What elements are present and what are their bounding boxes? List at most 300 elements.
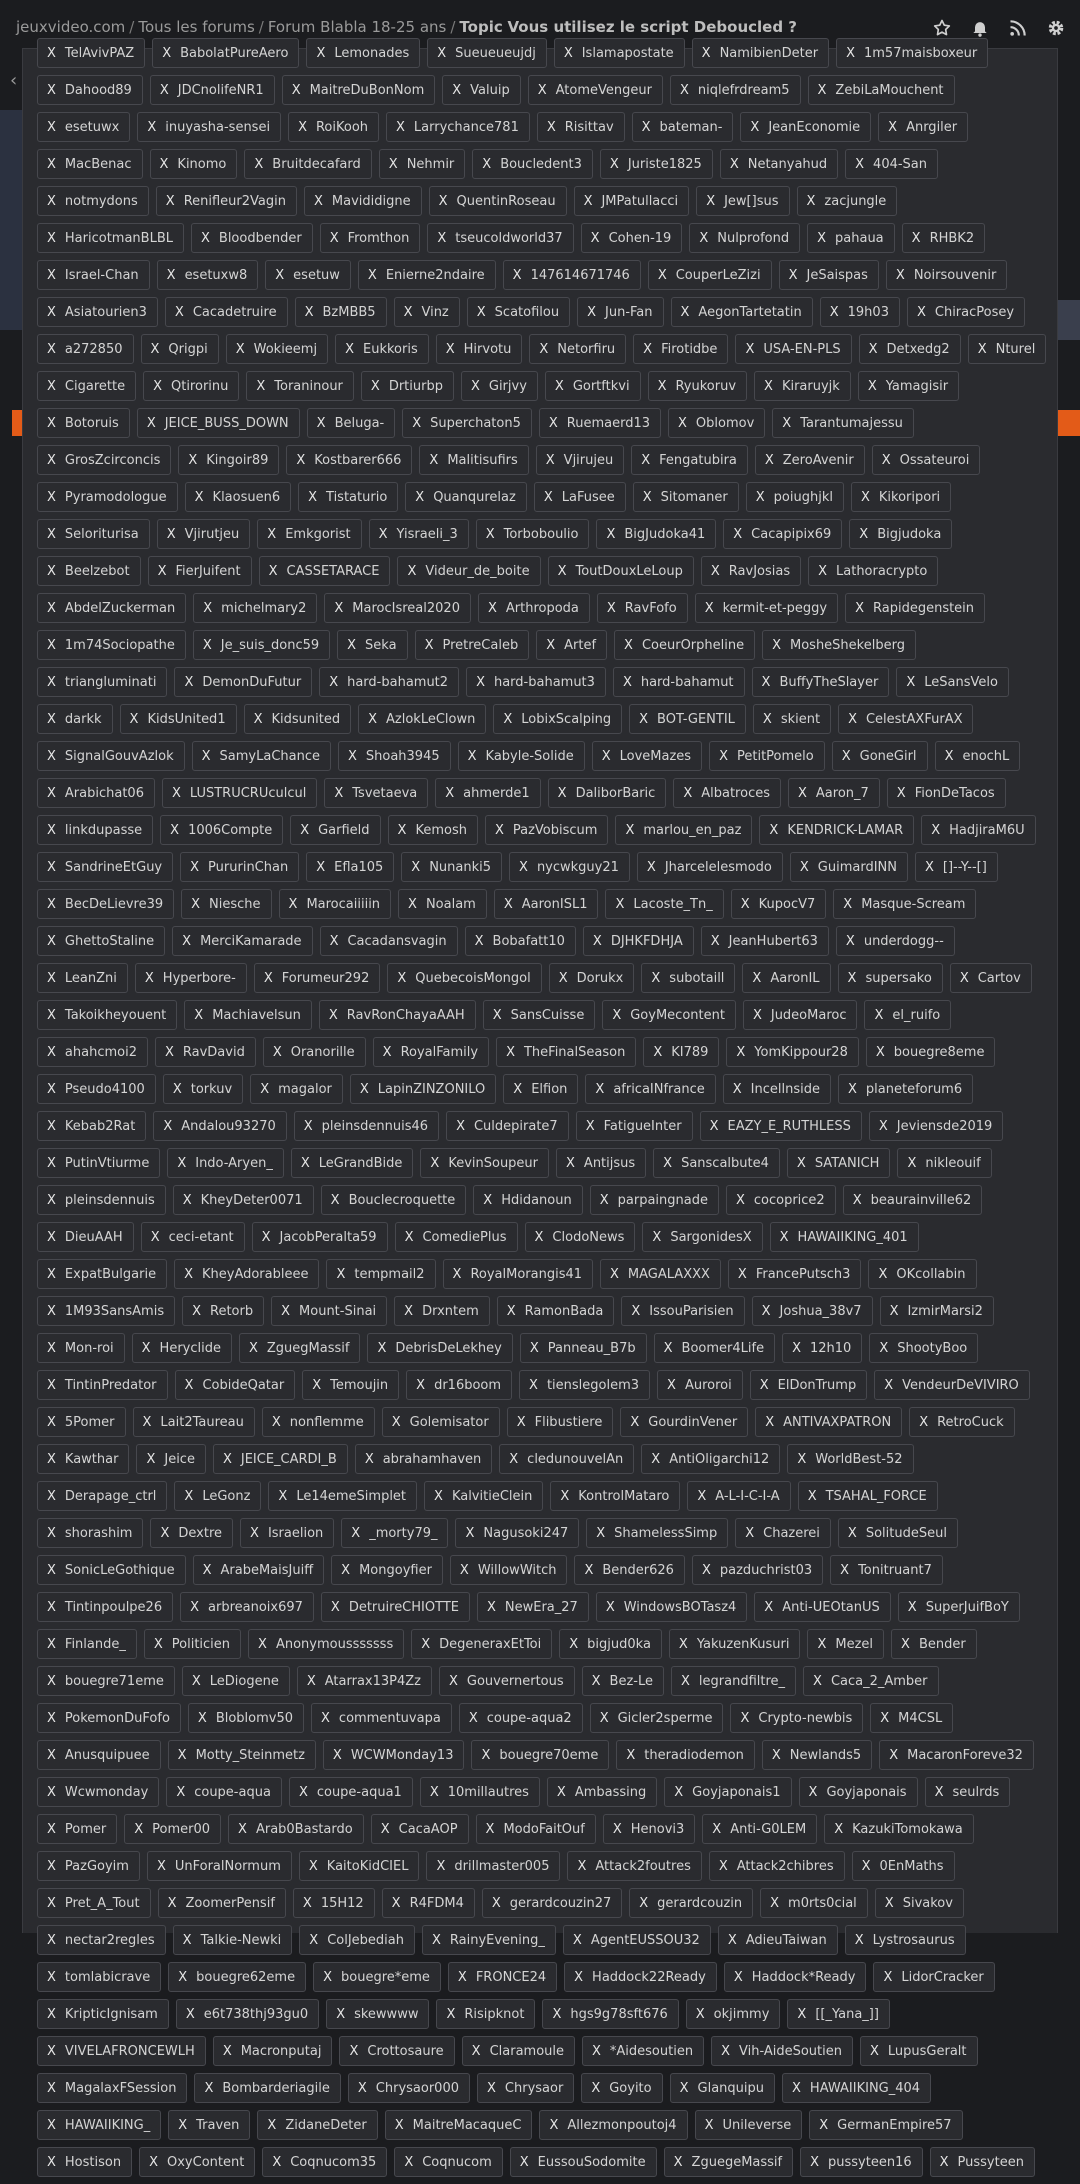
remove-user-close-icon[interactable]: X <box>431 1932 441 1948</box>
remove-user-close-icon[interactable]: X <box>878 1266 888 1282</box>
remove-user-close-icon[interactable]: X <box>817 82 827 98</box>
remove-user-close-icon[interactable]: X <box>467 748 477 764</box>
remove-user-close-icon[interactable]: X <box>681 1673 690 1689</box>
remove-user-close-icon[interactable]: X <box>537 82 547 98</box>
remove-user-close-icon[interactable]: X <box>855 156 865 172</box>
remove-user-close-icon[interactable]: X <box>47 1451 56 1467</box>
remove-user-close-icon[interactable]: X <box>47 304 56 320</box>
remove-user-close-icon[interactable]: X <box>178 1969 188 1985</box>
remove-user-close-icon[interactable]: X <box>545 452 555 468</box>
remove-user-close-icon[interactable]: X <box>263 970 273 986</box>
remove-user-close-icon[interactable]: X <box>847 970 857 986</box>
remove-user-close-icon[interactable]: X <box>300 1155 310 1171</box>
remove-user-close-icon[interactable]: X <box>888 119 898 135</box>
remove-user-close-icon[interactable]: X <box>798 785 807 801</box>
remove-user-close-icon[interactable]: X <box>764 378 773 394</box>
remove-user-close-icon[interactable]: X <box>391 1414 401 1430</box>
remove-user-close-icon[interactable]: X <box>408 896 417 912</box>
remove-user-close-icon[interactable]: X <box>519 2154 529 2170</box>
remove-user-close-icon[interactable]: X <box>191 896 201 912</box>
remove-user-close-icon[interactable]: X <box>47 1303 56 1319</box>
remove-user-close-icon[interactable]: X <box>47 1673 56 1689</box>
remove-user-close-icon[interactable]: X <box>554 378 564 394</box>
star-icon[interactable] <box>932 18 952 38</box>
remove-user-close-icon[interactable]: X <box>153 378 162 394</box>
remove-user-close-icon[interactable]: X <box>446 2006 456 2022</box>
breadcrumb-forum-link[interactable]: Forum Blabla 18-25 ans <box>267 18 447 36</box>
remove-user-close-icon[interactable]: X <box>848 711 857 727</box>
remove-user-close-icon[interactable]: X <box>178 2117 188 2133</box>
remove-user-close-icon[interactable]: X <box>557 785 567 801</box>
remove-user-close-icon[interactable]: X <box>185 2006 195 2022</box>
remove-user-close-icon[interactable]: X <box>641 119 651 135</box>
remove-user-close-icon[interactable]: X <box>512 267 522 283</box>
remove-user-close-icon[interactable]: X <box>808 1784 818 1800</box>
remove-user-close-icon[interactable]: X <box>166 267 176 283</box>
remove-user-close-icon[interactable]: X <box>566 1155 575 1171</box>
remove-user-close-icon[interactable]: X <box>47 1155 56 1171</box>
remove-user-close-icon[interactable]: X <box>167 1895 177 1911</box>
remove-user-close-icon[interactable]: X <box>663 1340 673 1356</box>
remove-user-close-icon[interactable]: X <box>411 859 421 875</box>
remove-user-close-icon[interactable]: X <box>813 1673 822 1689</box>
remove-user-close-icon[interactable]: X <box>625 822 635 838</box>
remove-user-close-icon[interactable]: X <box>907 1599 917 1615</box>
remove-user-close-icon[interactable]: X <box>697 1488 707 1504</box>
remove-user-close-icon[interactable]: X <box>870 2043 879 2059</box>
remove-user-close-icon[interactable]: X <box>308 1858 318 1874</box>
remove-user-close-icon[interactable]: X <box>543 489 553 505</box>
remove-user-close-icon[interactable]: X <box>330 1599 340 1615</box>
remove-user-close-icon[interactable]: X <box>235 341 245 357</box>
remove-user-close-icon[interactable]: X <box>191 1673 201 1689</box>
remove-user-close-icon[interactable]: X <box>572 1932 582 1948</box>
remove-user-close-icon[interactable]: X <box>797 2006 807 2022</box>
remove-user-close-icon[interactable]: X <box>170 822 180 838</box>
remove-user-close-icon[interactable]: X <box>328 1007 338 1023</box>
remove-user-close-icon[interactable]: X <box>370 378 380 394</box>
remove-user-close-icon[interactable]: X <box>657 378 667 394</box>
remove-user-close-icon[interactable]: X <box>267 526 277 542</box>
remove-user-close-icon[interactable]: X <box>925 859 934 875</box>
remove-user-close-icon[interactable]: X <box>47 526 56 542</box>
remove-user-close-icon[interactable]: X <box>481 1747 491 1763</box>
remove-user-close-icon[interactable]: X <box>421 1636 431 1652</box>
remove-user-close-icon[interactable]: X <box>896 785 906 801</box>
remove-user-close-icon[interactable]: X <box>721 2043 730 2059</box>
remove-user-close-icon[interactable]: X <box>146 1451 156 1467</box>
remove-user-close-icon[interactable]: X <box>673 2154 683 2170</box>
remove-user-close-icon[interactable]: X <box>596 1525 606 1541</box>
remove-user-close-icon[interactable]: X <box>47 1081 56 1097</box>
remove-user-close-icon[interactable]: X <box>329 230 339 246</box>
remove-user-close-icon[interactable]: X <box>487 600 497 616</box>
remove-user-close-icon[interactable]: X <box>651 970 661 986</box>
remove-user-close-icon[interactable]: X <box>47 1969 56 1985</box>
remove-user-close-icon[interactable]: X <box>639 1895 649 1911</box>
remove-user-close-icon[interactable]: X <box>889 1303 899 1319</box>
remove-user-close-icon[interactable]: X <box>256 378 266 394</box>
remove-user-close-icon[interactable]: X <box>792 1340 801 1356</box>
remove-user-close-icon[interactable]: X <box>819 2117 829 2133</box>
remove-user-close-icon[interactable]: X <box>267 2117 277 2133</box>
remove-user-close-icon[interactable]: X <box>854 1932 864 1948</box>
remove-user-close-icon[interactable]: X <box>599 1710 609 1726</box>
remove-user-close-icon[interactable]: X <box>47 933 56 949</box>
remove-user-close-icon[interactable]: X <box>556 1784 566 1800</box>
remove-user-close-icon[interactable]: X <box>336 1266 346 1282</box>
remove-user-close-icon[interactable]: X <box>612 1007 622 1023</box>
remove-user-close-icon[interactable]: X <box>765 1414 775 1430</box>
remove-user-close-icon[interactable]: X <box>253 711 263 727</box>
remove-user-close-icon[interactable]: X <box>529 1377 538 1393</box>
remove-user-close-icon[interactable]: X <box>308 489 318 505</box>
remove-user-close-icon[interactable]: X <box>368 711 378 727</box>
remove-user-close-icon[interactable]: X <box>144 970 154 986</box>
remove-user-close-icon[interactable]: X <box>47 1599 56 1615</box>
remove-user-close-icon[interactable]: X <box>506 1044 515 1060</box>
remove-user-close-icon[interactable]: X <box>584 1562 594 1578</box>
remove-user-close-icon[interactable]: X <box>643 341 653 357</box>
gear-icon[interactable] <box>1046 18 1066 38</box>
remove-user-close-icon[interactable]: X <box>163 1118 173 1134</box>
remove-user-close-icon[interactable]: X <box>591 1673 601 1689</box>
remove-user-close-icon[interactable]: X <box>710 563 720 579</box>
remove-user-close-icon[interactable]: X <box>592 2043 601 2059</box>
remove-user-close-icon[interactable]: X <box>878 1118 888 1134</box>
remove-user-close-icon[interactable]: X <box>846 45 855 61</box>
remove-user-close-icon[interactable]: X <box>944 748 954 764</box>
remove-user-close-icon[interactable]: X <box>719 748 728 764</box>
remove-user-close-icon[interactable]: X <box>222 1451 232 1467</box>
remove-user-close-icon[interactable]: X <box>197 1710 207 1726</box>
remove-user-close-icon[interactable]: X <box>341 1562 351 1578</box>
remove-user-close-icon[interactable]: X <box>188 452 198 468</box>
remove-user-close-icon[interactable]: X <box>810 2154 820 2170</box>
remove-user-close-icon[interactable]: X <box>182 1192 192 1208</box>
remove-user-close-icon[interactable]: X <box>174 304 184 320</box>
remove-user-close-icon[interactable]: X <box>156 1858 166 1874</box>
remove-user-close-icon[interactable]: X <box>539 341 549 357</box>
remove-user-close-icon[interactable]: X <box>792 2080 801 2096</box>
remove-user-close-icon[interactable]: X <box>606 600 616 616</box>
remove-user-close-icon[interactable]: X <box>859 526 869 542</box>
remove-user-close-icon[interactable]: X <box>630 1414 640 1430</box>
remove-user-close-icon[interactable]: X <box>552 2006 562 2022</box>
remove-user-close-icon[interactable]: X <box>797 1451 807 1467</box>
remove-user-close-icon[interactable]: X <box>772 637 781 653</box>
remove-user-close-icon[interactable]: X <box>260 1081 270 1097</box>
remove-user-close-icon[interactable]: X <box>667 1377 676 1393</box>
remove-user-close-icon[interactable]: X <box>701 1562 711 1578</box>
remove-user-close-icon[interactable]: X <box>47 1525 56 1541</box>
remove-user-close-icon[interactable]: X <box>47 1710 56 1726</box>
remove-user-close-icon[interactable]: X <box>884 1895 894 1911</box>
remove-user-close-icon[interactable]: X <box>176 1784 186 1800</box>
remove-user-close-icon[interactable]: X <box>847 1525 857 1541</box>
remove-user-close-icon[interactable]: X <box>382 1044 392 1060</box>
remove-user-close-icon[interactable]: X <box>486 1599 496 1615</box>
remove-user-close-icon[interactable]: X <box>291 82 301 98</box>
breadcrumb-forums-link[interactable]: Tous les forums <box>138 18 255 36</box>
remove-user-close-icon[interactable]: X <box>529 1340 539 1356</box>
remove-user-close-icon[interactable]: X <box>47 489 56 505</box>
remove-user-close-icon[interactable]: X <box>47 970 56 986</box>
remove-user-close-icon[interactable]: X <box>142 1414 152 1430</box>
remove-user-close-icon[interactable]: X <box>906 674 916 690</box>
remove-user-close-icon[interactable]: X <box>779 1229 789 1245</box>
remove-user-close-icon[interactable]: X <box>641 452 651 468</box>
remove-user-close-icon[interactable]: X <box>895 267 905 283</box>
remove-user-close-icon[interactable]: X <box>438 193 448 209</box>
remove-user-close-icon[interactable]: X <box>657 267 667 283</box>
remove-user-close-icon[interactable]: X <box>601 748 611 764</box>
remove-user-close-icon[interactable]: X <box>706 193 716 209</box>
remove-user-close-icon[interactable]: X <box>47 1044 56 1060</box>
remove-user-close-icon[interactable]: X <box>883 1969 893 1985</box>
remove-user-close-icon[interactable]: X <box>47 156 56 172</box>
remove-user-close-icon[interactable]: X <box>47 822 56 838</box>
remove-user-close-icon[interactable]: X <box>745 341 755 357</box>
remove-user-close-icon[interactable]: X <box>345 341 354 357</box>
remove-user-close-icon[interactable]: X <box>546 119 556 135</box>
remove-user-close-icon[interactable]: X <box>434 1488 443 1504</box>
remove-user-close-icon[interactable]: X <box>436 1858 446 1874</box>
remove-user-close-icon[interactable]: X <box>704 2117 714 2133</box>
remove-user-close-icon[interactable]: X <box>303 1118 313 1134</box>
remove-user-close-icon[interactable]: X <box>47 1821 56 1837</box>
remove-user-close-icon[interactable]: X <box>394 2117 404 2133</box>
remove-user-close-icon[interactable]: X <box>166 526 176 542</box>
remove-user-close-icon[interactable]: X <box>47 600 56 616</box>
remove-user-close-icon[interactable]: X <box>47 230 56 246</box>
remove-user-close-icon[interactable]: X <box>336 2006 346 2022</box>
remove-user-close-icon[interactable]: X <box>487 2080 496 2096</box>
remove-user-close-icon[interactable]: X <box>47 341 56 357</box>
remove-user-close-icon[interactable]: X <box>407 563 417 579</box>
remove-user-close-icon[interactable]: X <box>330 1192 340 1208</box>
remove-user-close-icon[interactable]: X <box>415 489 425 505</box>
remove-user-close-icon[interactable]: X <box>429 452 439 468</box>
remove-user-close-icon[interactable]: X <box>445 341 455 357</box>
remove-user-close-icon[interactable]: X <box>254 156 264 172</box>
remove-user-close-icon[interactable]: X <box>557 563 567 579</box>
remove-user-close-icon[interactable]: X <box>302 1895 312 1911</box>
remove-user-close-icon[interactable]: X <box>471 2043 481 2059</box>
remove-user-close-icon[interactable]: X <box>177 1155 187 1171</box>
remove-user-close-icon[interactable]: X <box>652 1229 662 1245</box>
remove-user-close-icon[interactable]: X <box>47 415 56 431</box>
remove-user-close-icon[interactable]: X <box>424 637 434 653</box>
remove-user-close-icon[interactable]: X <box>736 1044 746 1060</box>
remove-user-close-icon[interactable]: X <box>503 896 513 912</box>
remove-user-close-icon[interactable]: X <box>192 1303 202 1319</box>
remove-user-close-icon[interactable]: X <box>577 1858 587 1874</box>
remove-user-close-icon[interactable]: X <box>678 415 687 431</box>
remove-user-close-icon[interactable]: X <box>829 304 839 320</box>
remove-user-close-icon[interactable]: X <box>281 1303 291 1319</box>
back-arrow-icon[interactable]: ‹ <box>10 70 18 91</box>
remove-user-close-icon[interactable]: X <box>642 489 652 505</box>
remove-user-close-icon[interactable]: X <box>840 1562 850 1578</box>
remove-user-close-icon[interactable]: X <box>796 1155 806 1171</box>
remove-user-close-icon[interactable]: X <box>47 637 56 653</box>
remove-user-close-icon[interactable]: X <box>378 526 388 542</box>
remove-user-close-icon[interactable]: X <box>919 1414 929 1430</box>
remove-user-close-icon[interactable]: X <box>47 711 56 727</box>
remove-user-close-icon[interactable]: X <box>47 1007 56 1023</box>
remove-user-close-icon[interactable]: X <box>563 45 573 61</box>
remove-user-close-icon[interactable]: X <box>182 1932 192 1948</box>
remove-user-close-icon[interactable]: X <box>764 1599 774 1615</box>
remove-user-close-icon[interactable]: X <box>699 230 709 246</box>
remove-user-close-icon[interactable]: X <box>476 674 485 690</box>
remove-user-close-icon[interactable]: X <box>272 2154 282 2170</box>
remove-user-close-icon[interactable]: X <box>47 1266 56 1282</box>
remove-user-close-icon[interactable]: X <box>492 1007 502 1023</box>
remove-user-close-icon[interactable]: X <box>312 1377 322 1393</box>
breadcrumb-home-link[interactable]: jeuxvideo.com <box>16 18 126 36</box>
remove-user-close-icon[interactable]: X <box>47 2043 56 2059</box>
remove-user-close-icon[interactable]: X <box>416 1377 426 1393</box>
remove-user-close-icon[interactable]: X <box>47 1488 56 1504</box>
remove-user-close-icon[interactable]: X <box>911 230 921 246</box>
remove-user-close-icon[interactable]: X <box>503 711 513 727</box>
remove-user-close-icon[interactable]: X <box>184 1377 194 1393</box>
remove-user-close-icon[interactable]: X <box>740 1710 750 1726</box>
remove-user-close-icon[interactable]: X <box>412 415 422 431</box>
remove-user-close-icon[interactable]: X <box>916 304 926 320</box>
remove-user-close-icon[interactable]: X <box>391 1895 401 1911</box>
remove-user-close-icon[interactable]: X <box>624 637 633 653</box>
remove-user-close-icon[interactable]: X <box>651 1451 661 1467</box>
remove-user-close-icon[interactable]: X <box>931 822 941 838</box>
remove-user-close-icon[interactable]: X <box>201 230 210 246</box>
remove-user-close-icon[interactable]: X <box>203 600 213 616</box>
remove-user-close-icon[interactable]: X <box>889 1747 899 1763</box>
remove-user-close-icon[interactable]: X <box>47 1192 56 1208</box>
remove-user-close-icon[interactable]: X <box>248 1340 258 1356</box>
remove-user-close-icon[interactable]: X <box>190 859 200 875</box>
remove-user-close-icon[interactable]: X <box>799 859 809 875</box>
remove-user-close-icon[interactable]: X <box>485 526 495 542</box>
remove-user-close-icon[interactable]: X <box>548 415 558 431</box>
remove-user-close-icon[interactable]: X <box>184 1266 193 1282</box>
remove-user-close-icon[interactable]: X <box>729 156 739 172</box>
remove-user-close-icon[interactable]: X <box>727 1932 737 1948</box>
remove-user-close-icon[interactable]: X <box>47 1932 56 1948</box>
remove-user-close-icon[interactable]: X <box>465 1525 475 1541</box>
remove-user-close-icon[interactable]: X <box>867 378 877 394</box>
remove-user-close-icon[interactable]: X <box>316 45 326 61</box>
remove-user-close-icon[interactable]: X <box>534 1229 544 1245</box>
remove-user-close-icon[interactable]: X <box>737 1266 747 1282</box>
remove-user-close-icon[interactable]: X <box>855 600 864 616</box>
remove-user-close-icon[interactable]: X <box>445 785 455 801</box>
remove-user-close-icon[interactable]: X <box>304 304 314 320</box>
remove-user-close-icon[interactable]: X <box>683 785 693 801</box>
remove-user-close-icon[interactable]: X <box>47 267 56 283</box>
remove-user-close-icon[interactable]: X <box>380 1821 390 1837</box>
remove-user-close-icon[interactable]: X <box>494 822 504 838</box>
remove-user-close-icon[interactable]: X <box>569 1636 579 1652</box>
remove-user-close-icon[interactable]: X <box>764 452 774 468</box>
remove-user-close-icon[interactable]: X <box>733 526 743 542</box>
remove-user-close-icon[interactable]: X <box>710 933 720 949</box>
remove-user-close-icon[interactable]: X <box>47 119 56 135</box>
remove-user-close-icon[interactable]: X <box>201 748 211 764</box>
remove-user-close-icon[interactable]: X <box>609 156 619 172</box>
remove-user-close-icon[interactable]: X <box>184 1488 194 1504</box>
remove-user-close-icon[interactable]: X <box>47 378 56 394</box>
remove-user-close-icon[interactable]: X <box>47 859 56 875</box>
remove-user-close-icon[interactable]: X <box>202 637 212 653</box>
remove-user-close-icon[interactable]: X <box>959 970 969 986</box>
remove-user-close-icon[interactable]: X <box>817 230 827 246</box>
remove-user-close-icon[interactable]: X <box>606 526 616 542</box>
remove-user-close-icon[interactable]: X <box>679 82 689 98</box>
remove-user-close-icon[interactable]: X <box>558 970 568 986</box>
remove-user-close-icon[interactable]: X <box>164 1044 174 1060</box>
remove-user-close-icon[interactable]: X <box>704 600 714 616</box>
remove-user-close-icon[interactable]: X <box>907 1155 917 1171</box>
remove-user-close-icon[interactable]: X <box>679 2080 689 2096</box>
remove-user-close-icon[interactable]: X <box>334 600 344 616</box>
remove-user-close-icon[interactable]: X <box>674 1784 684 1800</box>
remove-user-close-icon[interactable]: X <box>807 1488 817 1504</box>
remove-user-close-icon[interactable]: X <box>868 341 878 357</box>
remove-user-close-icon[interactable]: X <box>592 933 602 949</box>
remove-user-close-icon[interactable]: X <box>313 193 323 209</box>
remove-user-close-icon[interactable]: X <box>359 1081 369 1097</box>
remove-user-close-icon[interactable]: X <box>788 267 798 283</box>
remove-user-close-icon[interactable]: X <box>146 415 156 431</box>
remove-user-close-icon[interactable]: X <box>388 156 398 172</box>
remove-user-close-icon[interactable]: X <box>347 748 357 764</box>
remove-user-close-icon[interactable]: X <box>47 1414 56 1430</box>
remove-user-close-icon[interactable]: X <box>615 896 625 912</box>
remove-user-close-icon[interactable]: X <box>47 2154 56 2170</box>
remove-user-close-icon[interactable]: X <box>901 1636 910 1652</box>
remove-user-close-icon[interactable]: X <box>612 1821 622 1837</box>
remove-user-close-icon[interactable]: X <box>47 193 56 209</box>
remove-user-close-icon[interactable]: X <box>755 489 765 505</box>
remove-user-close-icon[interactable]: X <box>750 119 760 135</box>
remove-user-close-icon[interactable]: X <box>733 1969 743 1985</box>
remove-user-close-icon[interactable]: X <box>159 156 169 172</box>
remove-user-close-icon[interactable]: X <box>437 230 447 246</box>
remove-user-close-icon[interactable]: X <box>182 933 192 949</box>
remove-user-close-icon[interactable]: X <box>452 1266 462 1282</box>
remove-user-close-icon[interactable]: X <box>546 637 556 653</box>
remove-user-close-icon[interactable]: X <box>468 1710 478 1726</box>
remove-user-close-icon[interactable]: X <box>452 82 462 98</box>
remove-user-close-icon[interactable]: X <box>474 933 484 949</box>
remove-user-close-icon[interactable]: X <box>861 1858 871 1874</box>
remove-user-close-icon[interactable]: X <box>939 2154 949 2170</box>
remove-user-close-icon[interactable]: X <box>404 2154 414 2170</box>
remove-user-close-icon[interactable]: X <box>47 2117 56 2133</box>
remove-user-close-icon[interactable]: X <box>397 970 407 986</box>
remove-user-close-icon[interactable]: X <box>709 1118 719 1134</box>
remove-user-close-icon[interactable]: X <box>695 2006 705 2022</box>
remove-user-close-icon[interactable]: X <box>437 45 447 61</box>
remove-user-close-icon[interactable]: X <box>818 563 828 579</box>
remove-user-close-icon[interactable]: X <box>701 45 711 61</box>
remove-user-close-icon[interactable]: X <box>740 896 750 912</box>
remove-user-close-icon[interactable]: X <box>403 304 413 320</box>
remove-user-close-icon[interactable]: X <box>298 1784 308 1800</box>
